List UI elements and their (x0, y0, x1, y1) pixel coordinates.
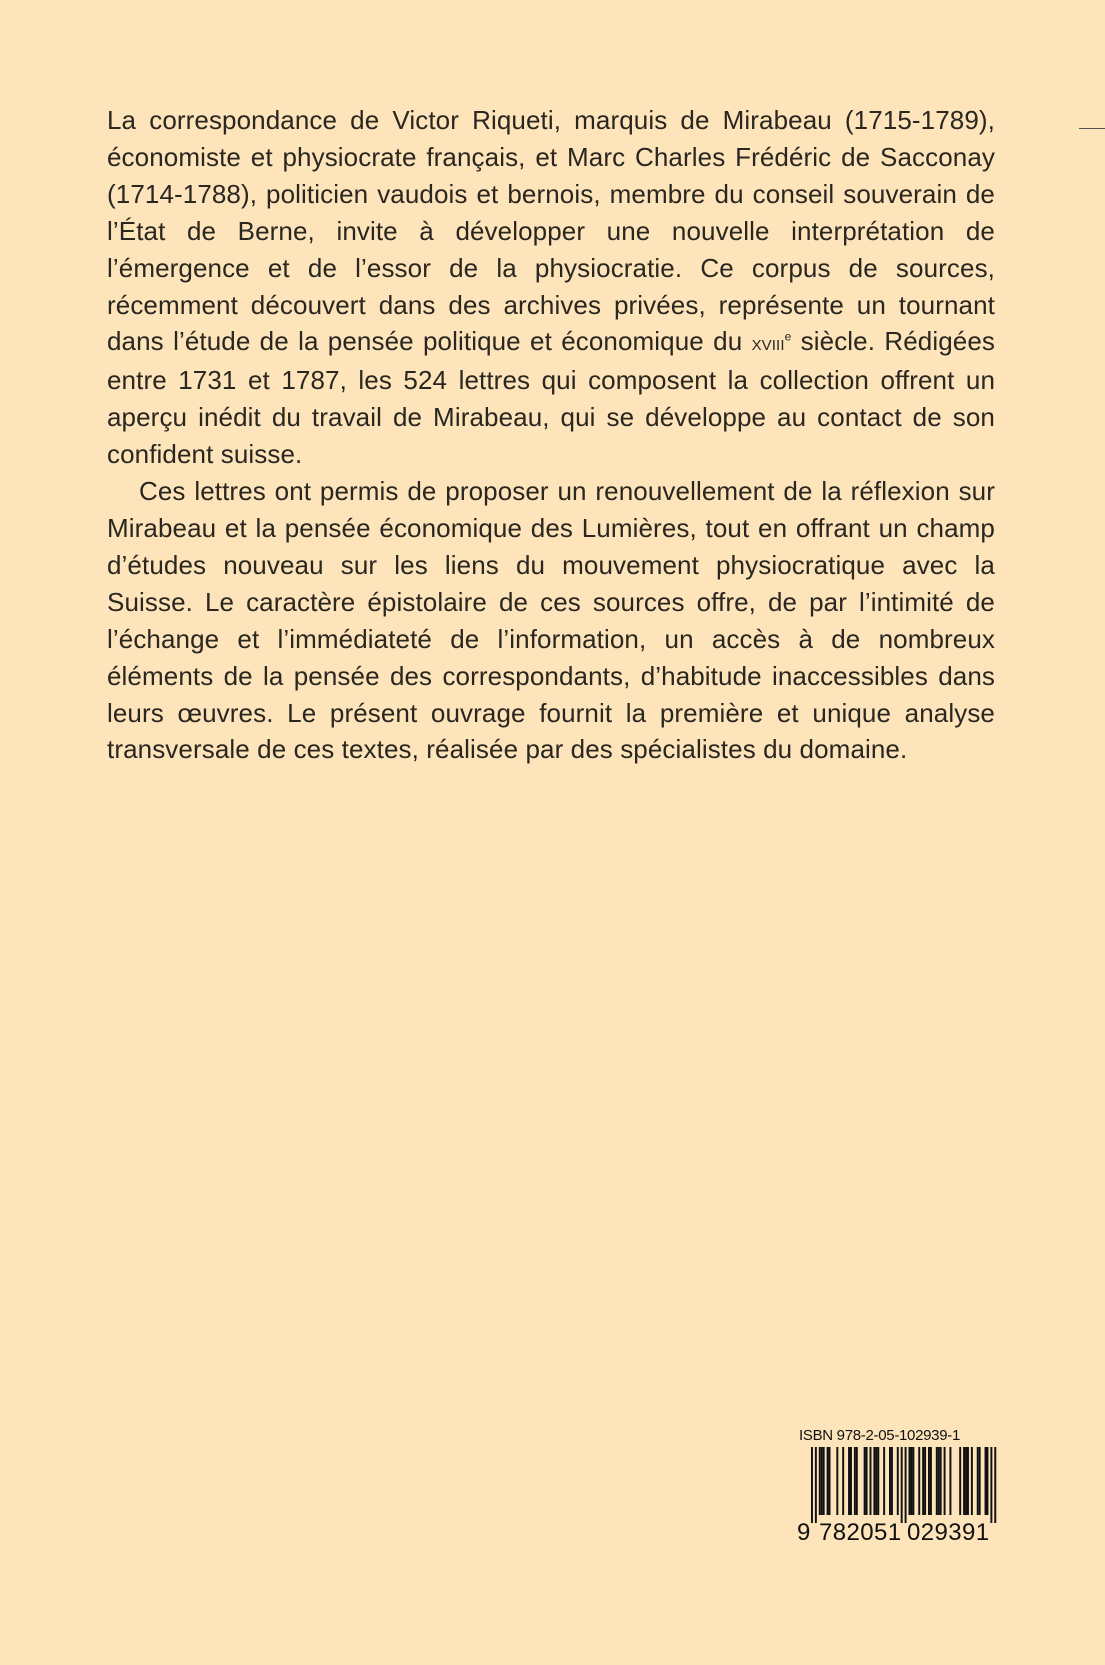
barcode-bar (811, 1447, 813, 1523)
barcode-bar (836, 1447, 838, 1515)
barcode-bar (985, 1447, 987, 1515)
barcode-bar (866, 1447, 868, 1515)
barcode-bar (977, 1447, 979, 1515)
barcode-bar (842, 1447, 844, 1515)
barcode-bar (873, 1447, 875, 1515)
barcode-bar (901, 1447, 903, 1523)
barcode-bar (905, 1447, 907, 1523)
barcode-bar (819, 1447, 821, 1515)
barcode-bar (889, 1447, 891, 1515)
barcode-bar (959, 1447, 961, 1515)
barcode-bar (949, 1447, 951, 1515)
back-cover-text (107, 102, 995, 768)
century-suffix: e (784, 329, 792, 344)
barcode-bar (994, 1447, 996, 1523)
isbn-barcode (799, 1427, 999, 1567)
barcode-bar (883, 1447, 885, 1515)
barcode-bar (910, 1447, 912, 1515)
barcode-bar (912, 1447, 914, 1515)
barcode-bar (856, 1447, 858, 1515)
barcode-bar (918, 1447, 920, 1515)
paragraph-1-text-continued: siècle. Rédigées entre 1731 et 1787, les 524 lettres qui composent la collection offrent un aperçu inédit du travail de Mirabeau, qui se développe au contact de son confident suisse. (107, 326, 996, 470)
barcode-bar (971, 1447, 973, 1515)
barcode-bar (821, 1447, 823, 1515)
century-numeral: xviii (751, 330, 785, 356)
barcode-bar (850, 1447, 852, 1515)
barcode-bar (987, 1447, 989, 1515)
barcode-bar (870, 1447, 872, 1515)
barcode-bar (864, 1447, 866, 1515)
paragraph-1-text: La correspondance de Victor Riqueti, marquis de Mirabeau (1715-1789), économiste et physiocrate français, et Marc Charles Frédéric de Sacconay (1714-1788), politicien vaudois et bernois, membre du conseil souverain de l’État de Berne, invite à développer une nouvelle interprétation de l’émergence et de l’essor de la physiocratie. Ce corpus de sources, récemment découvert dans des archives privées, représente un tournant dans l’étude de la pensée politique et économique du (107, 105, 995, 357)
barcode-bar (965, 1447, 967, 1515)
barcode-bar (979, 1447, 981, 1515)
barcode-bar (924, 1447, 926, 1515)
barcode-bar (909, 1447, 911, 1515)
barcode-bar (922, 1447, 924, 1515)
barcode-bar (990, 1447, 992, 1523)
barcode-bar (963, 1447, 965, 1515)
barcode-bar (877, 1447, 879, 1515)
paragraph-2: Ces lettres ont permis de proposer un renouvellement de la réflexion sur Mirabeau et la pensée économique des Lumières, tout en offrant un champ d’études nouveau sur les liens du mouvement physiocratique avec la Suisse. Le caractère épistolaire de ces sources offre, de par l’intimité de l’échange et l’immédiateté de l’information, un accès à de nombreux éléments de la pensée des correspondants, d’habitude inaccessibles dans leurs œuvres. Le présent ouvrage fournit la première et unique analyse transversale de ces textes, réalisée par des spécialistes du domaine. (107, 476, 995, 765)
barcode-bar (940, 1447, 942, 1515)
barcode-bar (936, 1447, 938, 1515)
barcode-bar (823, 1447, 825, 1515)
barcode-bar (897, 1447, 899, 1515)
barcode-bar (967, 1447, 969, 1515)
barcode-bar (938, 1447, 940, 1515)
paragraph-1 (107, 102, 995, 473)
barcode-bar (827, 1447, 829, 1515)
barcode-bars (799, 1447, 999, 1523)
barcode-bar (815, 1447, 817, 1523)
barcode-bar (928, 1447, 930, 1515)
barcode-bar (930, 1447, 932, 1515)
ean-first-digit: 9 (797, 1519, 811, 1546)
ean-left-group: 782051 (819, 1519, 902, 1546)
isbn-label: ISBN 978-2-05-102939-1 (799, 1427, 961, 1444)
barcode-bar (829, 1447, 831, 1515)
barcode-bar (875, 1447, 877, 1515)
barcode-bar (944, 1447, 946, 1515)
barcode-bar (891, 1447, 893, 1515)
barcode-bar (848, 1447, 850, 1515)
crop-mark (1079, 128, 1105, 129)
ean-right-group: 029391 (907, 1519, 990, 1546)
barcode-bar (854, 1447, 856, 1515)
